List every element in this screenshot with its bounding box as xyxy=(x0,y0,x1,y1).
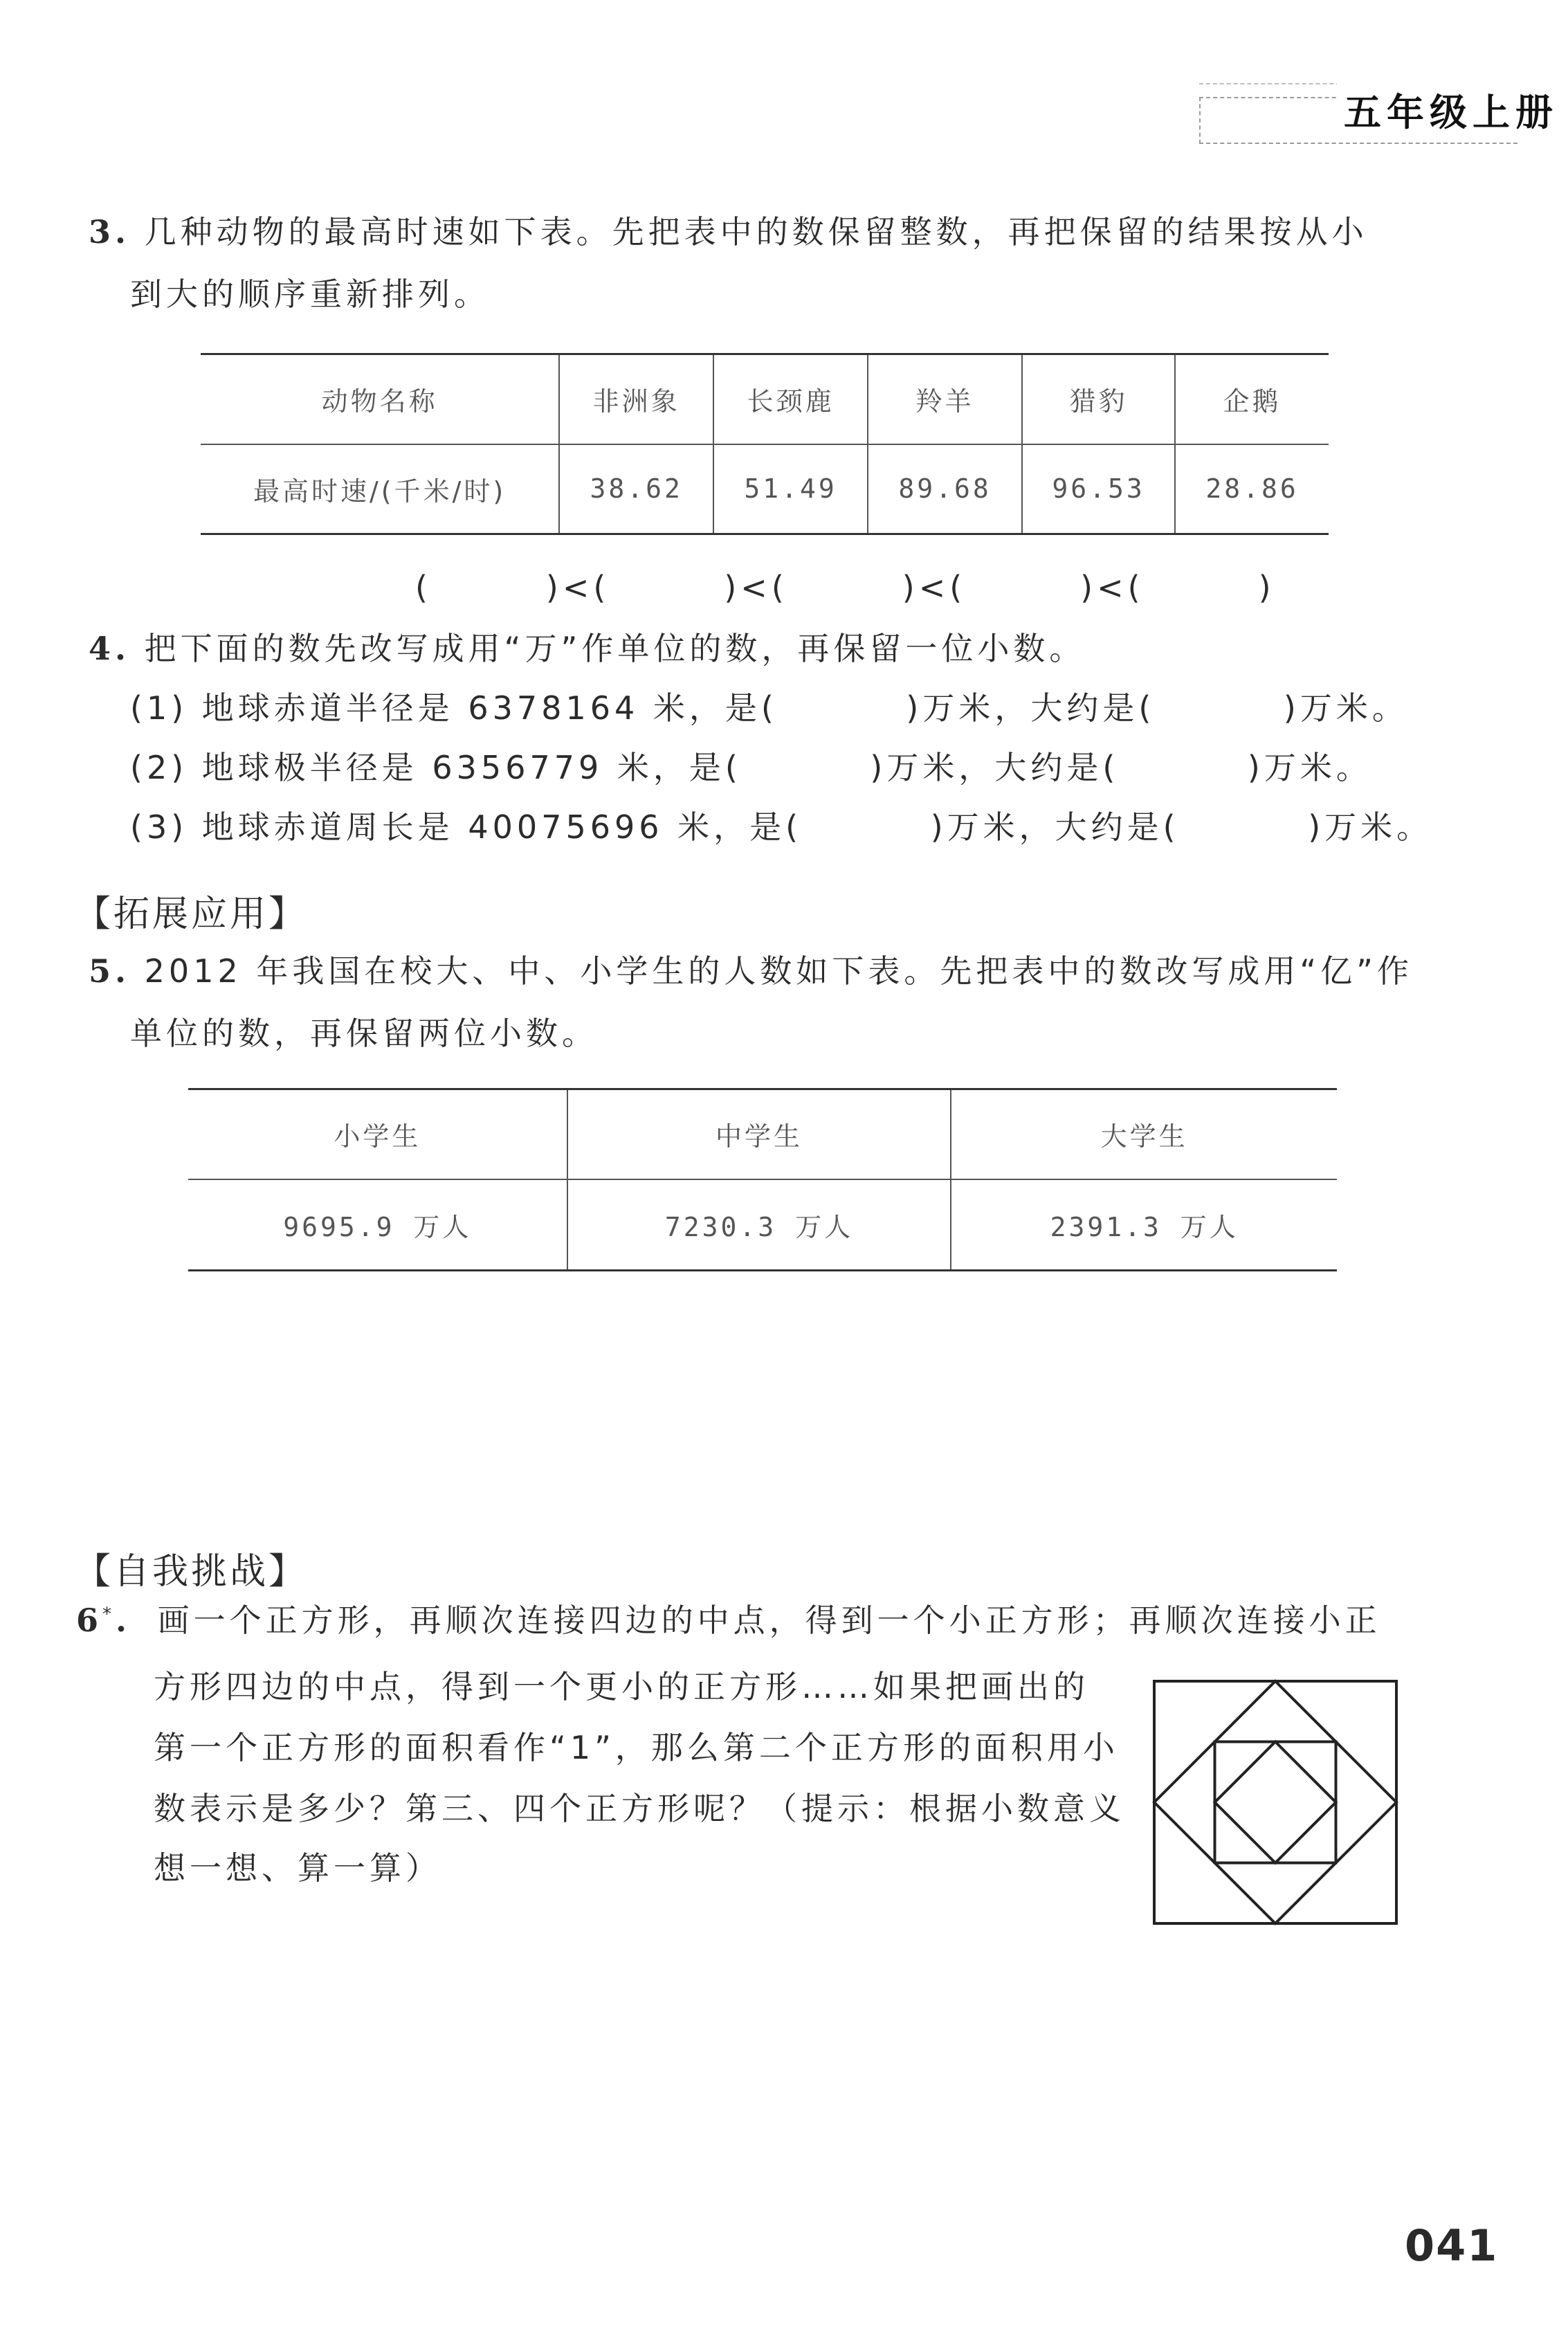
question-5-line-2: 单位的数，再保留两位小数。 xyxy=(130,1015,598,1052)
question-number: 6 xyxy=(76,1602,103,1639)
table-cell: 猎豹 xyxy=(1022,354,1175,444)
question-4-item-2: (2) 地球极半径是 6356779 米，是( )万米，大约是( )万米。 xyxy=(130,749,1372,786)
order-blanks: ( )<( )<( )<( )<( ) xyxy=(415,569,1275,606)
table-row xyxy=(188,1179,1337,1271)
section-expand-application: 【拓展应用】 xyxy=(75,894,308,935)
table-row-header: 动物名称 xyxy=(201,354,559,444)
table-cell: 9695.9 万人 xyxy=(283,1211,472,1242)
table-cell: 7230.3 万人 xyxy=(567,1179,951,1271)
optional-star-mark: * xyxy=(102,1604,116,1625)
question-number: 3. xyxy=(89,213,131,251)
question-6 xyxy=(76,1602,1381,1639)
page-number: 041 xyxy=(1405,2220,1499,2271)
question-6-line-2: 方形四边的中点，得到一个更小的正方形……如果把画出的 xyxy=(154,1668,1089,1705)
square-3 xyxy=(1215,1742,1336,1863)
question-6-line-1: 画一个正方形，再顺次连接四边的中点，得到一个小正方形；再顺次连接小正 xyxy=(157,1602,1381,1639)
table-cell: 38.62 xyxy=(559,444,713,534)
table-cell: 企鹅 xyxy=(1175,354,1329,444)
question-6-line-4: 数表示是多少？第三、四个正方形呢？（提示：根据小数意义 xyxy=(154,1790,1125,1827)
question-number-dot: . xyxy=(116,1602,131,1639)
question-5-line-1: 2012 年我国在校大、中、小学生的人数如下表。先把表中的数改写成用“亿”作 xyxy=(144,952,1414,990)
square-1 xyxy=(1154,1681,1396,1923)
table-cell: 大学生 xyxy=(951,1089,1337,1179)
table-cell: 96.53 xyxy=(1022,444,1175,534)
question-4-item-3: (3) 地球赤道周长是 40075696 米，是( )万米，大约是( )万米。 xyxy=(130,808,1433,846)
question-3-line-2: 到大的顺序重新排列。 xyxy=(130,275,490,313)
table-cell: 羚羊 xyxy=(868,354,1022,444)
question-3 xyxy=(89,213,1368,251)
table-cell: 小学生 xyxy=(188,1089,567,1179)
question-6-line-5: 想一想、算一算） xyxy=(154,1849,441,1887)
table-cell: 2391.3 万人 xyxy=(951,1179,1337,1271)
square-2 xyxy=(1154,1681,1396,1923)
question-5 xyxy=(89,952,1414,990)
table-row-header: 最高时速/(千米/时) xyxy=(253,475,507,507)
section-self-challenge: 【自我挑战】 xyxy=(75,1551,308,1593)
question-3-line-1: 几种动物的最高时速如下表。先把表中的数保留整数，再把保留的结果按从小 xyxy=(144,213,1368,251)
table-cell: 长颈鹿 xyxy=(713,354,868,444)
table-row xyxy=(188,1089,1337,1179)
student-count-table xyxy=(188,1088,1337,1271)
table-cell: 非洲象 xyxy=(559,354,713,444)
question-4-item-1: (1) 地球赤道半径是 6378164 米，是( )万米，大约是( )万米。 xyxy=(130,689,1408,727)
table-cell: 89.68 xyxy=(868,444,1022,534)
square-4 xyxy=(1215,1742,1336,1863)
table-row xyxy=(201,354,1329,444)
question-4-line-1: 把下面的数先改写成用“万”作单位的数，再保留一位小数。 xyxy=(144,630,1086,667)
question-number: 4. xyxy=(89,630,131,667)
table-row xyxy=(201,444,1329,534)
table-cell: 28.86 xyxy=(1175,444,1329,534)
question-number: 5. xyxy=(89,952,131,990)
table-cell: 51.49 xyxy=(713,444,868,534)
nested-squares-figure xyxy=(1151,1678,1402,1929)
book-title: 五年级上册 xyxy=(1337,83,1565,136)
question-4 xyxy=(89,630,1086,667)
animal-speed-table xyxy=(201,353,1329,535)
question-6-line-3: 第一个正方形的面积看作“1”，那么第二个正方形的面积用小 xyxy=(154,1729,1119,1766)
table-cell: 中学生 xyxy=(567,1089,951,1179)
